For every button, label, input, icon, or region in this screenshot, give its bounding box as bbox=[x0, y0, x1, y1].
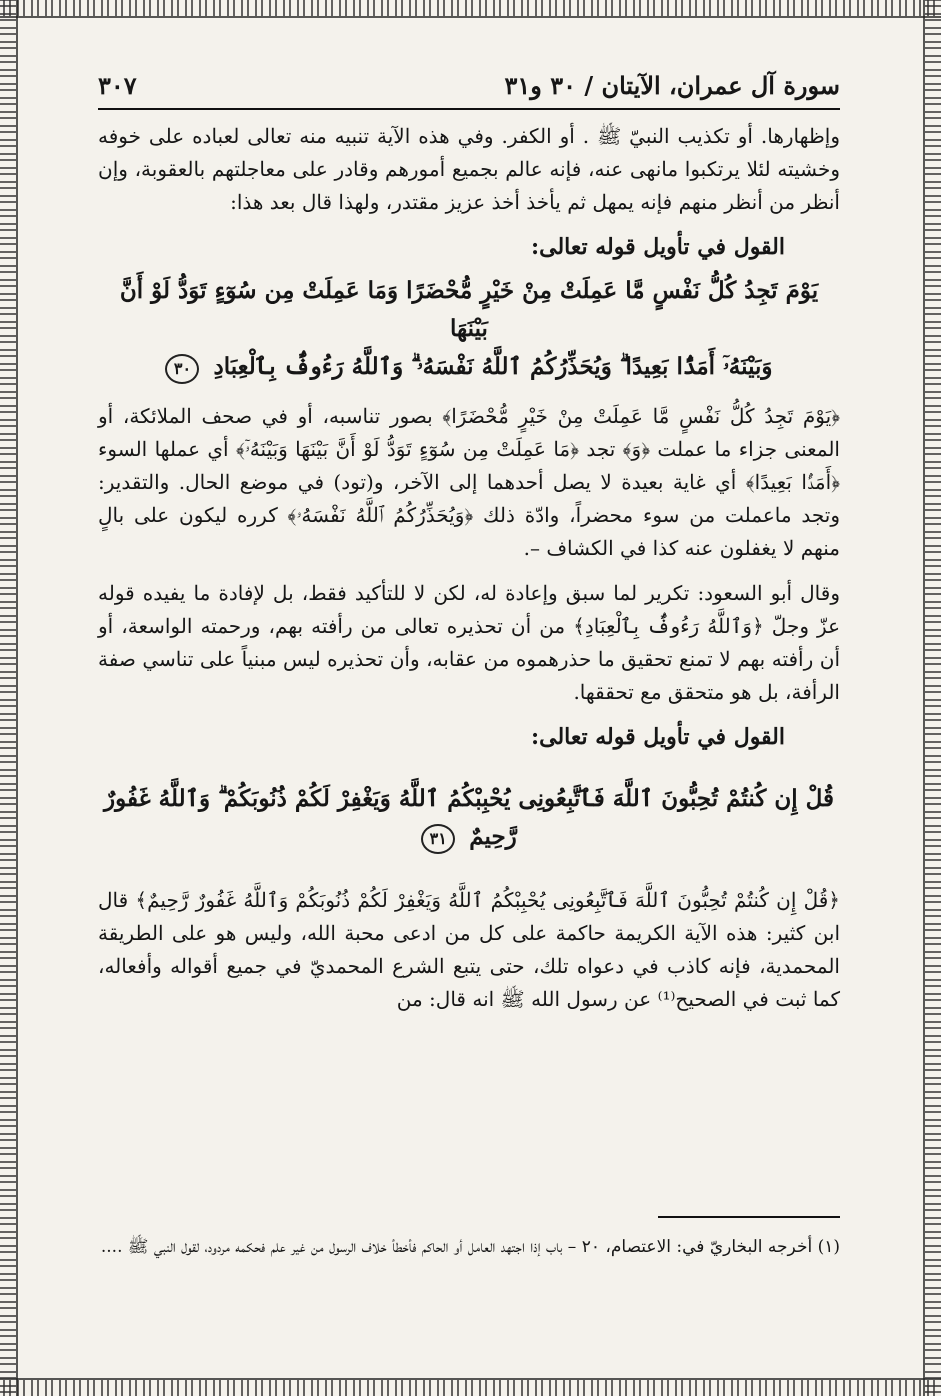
quran-verse-31 bbox=[98, 780, 840, 856]
main-text bbox=[98, 120, 840, 1028]
ayah-number-30: ٣٠ bbox=[165, 354, 199, 384]
paragraph-2: ﴿يَوْمَ تَجِدُ كُلُّ نَفْسٍ مَّا عَمِلَتْ مِنْ خَيْرٍ مُّحْضَرًا﴾ بصور تناسبه، أو في صحف الملائكة، أو المعنى جزاء ما عملت ﴿وَ﴾ تجد ﴿مَا عَمِلَتْ مِن سُوٓءٍ تَوَدُّ لَوْ أَنَّ بَيْنَهَا وَبَيْنَهُۥٓ﴾ أي عملها السوء ﴿أَمَدًۢا بَعِيدًا﴾ أي غاية بعيدة لا يصل أحدهما إلى الآخر، و(تود) في موضع الحال. والتقدير: وتجد ماعملت من سوء محضراً، وادّة ذلك ﴿وَيُحَذِّرُكُمُ ٱللَّهُ نَفْسَهُۥ﴾ كرره ليكون على بالٍ منهم لا يغفلون عنه كذا في الكشاف –. bbox=[98, 404, 840, 560]
header-title: سورة آل عمران، الآيتان / ٣٠ و٣١ bbox=[504, 70, 840, 100]
quran-verse-30 bbox=[98, 272, 840, 386]
section-heading-2: القول في تأويل قوله تعالى: bbox=[531, 724, 785, 750]
footnote-separator bbox=[658, 1216, 840, 1218]
footnote-1: (١) أخرجه البخاريّ في: الاعتصام، ٢٠ – باب إذا اجتهد العامل أو الحاكم فأخطأ خلاف الرسول من غير علم فحكمه مردود، لقول النبي ﷺ .... bbox=[100, 1237, 840, 1257]
paragraph-4: ﴿قُلْ إِن كُنتُمْ تُحِبُّونَ ٱللَّهَ فَٱتَّبِعُونِى يُحْبِبْكُمُ ٱللَّهُ وَيَغْفِرْ لَكُمْ ذُنُوبَكُمْ وَٱللَّهُ غَفُورٌ رَّحِيمٌ﴾ قال ابن كثير: هذه الآية الكريمة حاكمة على كل من ادعى محبة الله، وليس هو على الطريقة المحمدية، فإنه كاذب في دعواه تلك، حتى يتبع الشرع المحمديّ في جميع أقواله وأفعاله، كما ثبت في الصحيح⁽¹⁾ عن رسول الله ﷺ انه قال: من bbox=[98, 888, 840, 1011]
paragraph-3: وقال أبو السعود: تكرير لما سبق وإعادة له، لكن لا للتأكيد فقط، بل لإفادة ما يفيده قوله عزّ وجلّ ﴿وَٱللَّهُ رَءُوفٌۢ بِٱلْعِبَادِ﴾ من أن تحذيره تعالى من رأفته بهم، ورحمته الواسعة، أو أن رأفته بهم لا تمنع تحقيق ما حذرهموه من عقابه، وأن تحذيره ليس مبنياً على تناسي صفة الرأفة، بل هو متحقق مع تحققها. bbox=[98, 581, 840, 704]
section-heading-1: القول في تأويل قوله تعالى: bbox=[531, 234, 785, 260]
verse-30-line-2-text: وَبَيْنَهُۥٓ أَمَدًۢا بَعِيدًا ۗ وَيُحَذِّرُكُمُ ٱللَّهُ نَفْسَهُۥ ۗ وَٱللَّهُ رَءُوفٌۢ بِٱلْعِبَادِ bbox=[213, 353, 773, 380]
decorative-border-right bbox=[923, 0, 941, 1396]
verse-30-line-1: يَوْمَ تَجِدُ كُلُّ نَفْسٍ مَّا عَمِلَتْ مِنْ خَيْرٍ مُّحْضَرًا وَمَا عَمِلَتْ مِن سُوٓءٍ تَوَدُّ لَوْ أَنَّ بَيْنَهَا bbox=[119, 277, 819, 342]
decorative-border-top bbox=[0, 0, 941, 18]
verse-31-text: قُلْ إِن كُنتُمْ تُحِبُّونَ ٱللَّهَ فَٱتَّبِعُونِى يُحْبِبْكُمُ ٱللَّهُ وَيَغْفِرْ لَكُمْ ذُنُوبَكُمْ ۗ وَٱللَّهُ غَفُورٌ رَّحِيمٌ bbox=[103, 785, 835, 850]
decorative-border-left bbox=[0, 0, 18, 1396]
decorative-border-bottom bbox=[0, 1378, 941, 1396]
running-header bbox=[98, 62, 840, 110]
footnotes bbox=[98, 1232, 840, 1262]
paragraph-1: وإظهارها. أو تكذيب النبيّ ﷺ . أو الكفر. وفي هذه الآية تنبيه منه تعالى لعباده على خوفه وخشيته لئلا يرتكبوا مانهى عنه، فإنه عالم بجميع أمورهم وقادر على معاجلتهم بالعقوبة، وإن أنظر من أنظر منهم فإنه يمهل ثم يأخذ أخذ عزيز مقتدر، ولهذا قال بعد هذا: bbox=[98, 124, 840, 214]
verse-30-line-2 bbox=[98, 348, 840, 386]
ayah-number-31: ٣١ bbox=[421, 824, 455, 854]
page-number: ٣٠٧ bbox=[98, 70, 137, 100]
